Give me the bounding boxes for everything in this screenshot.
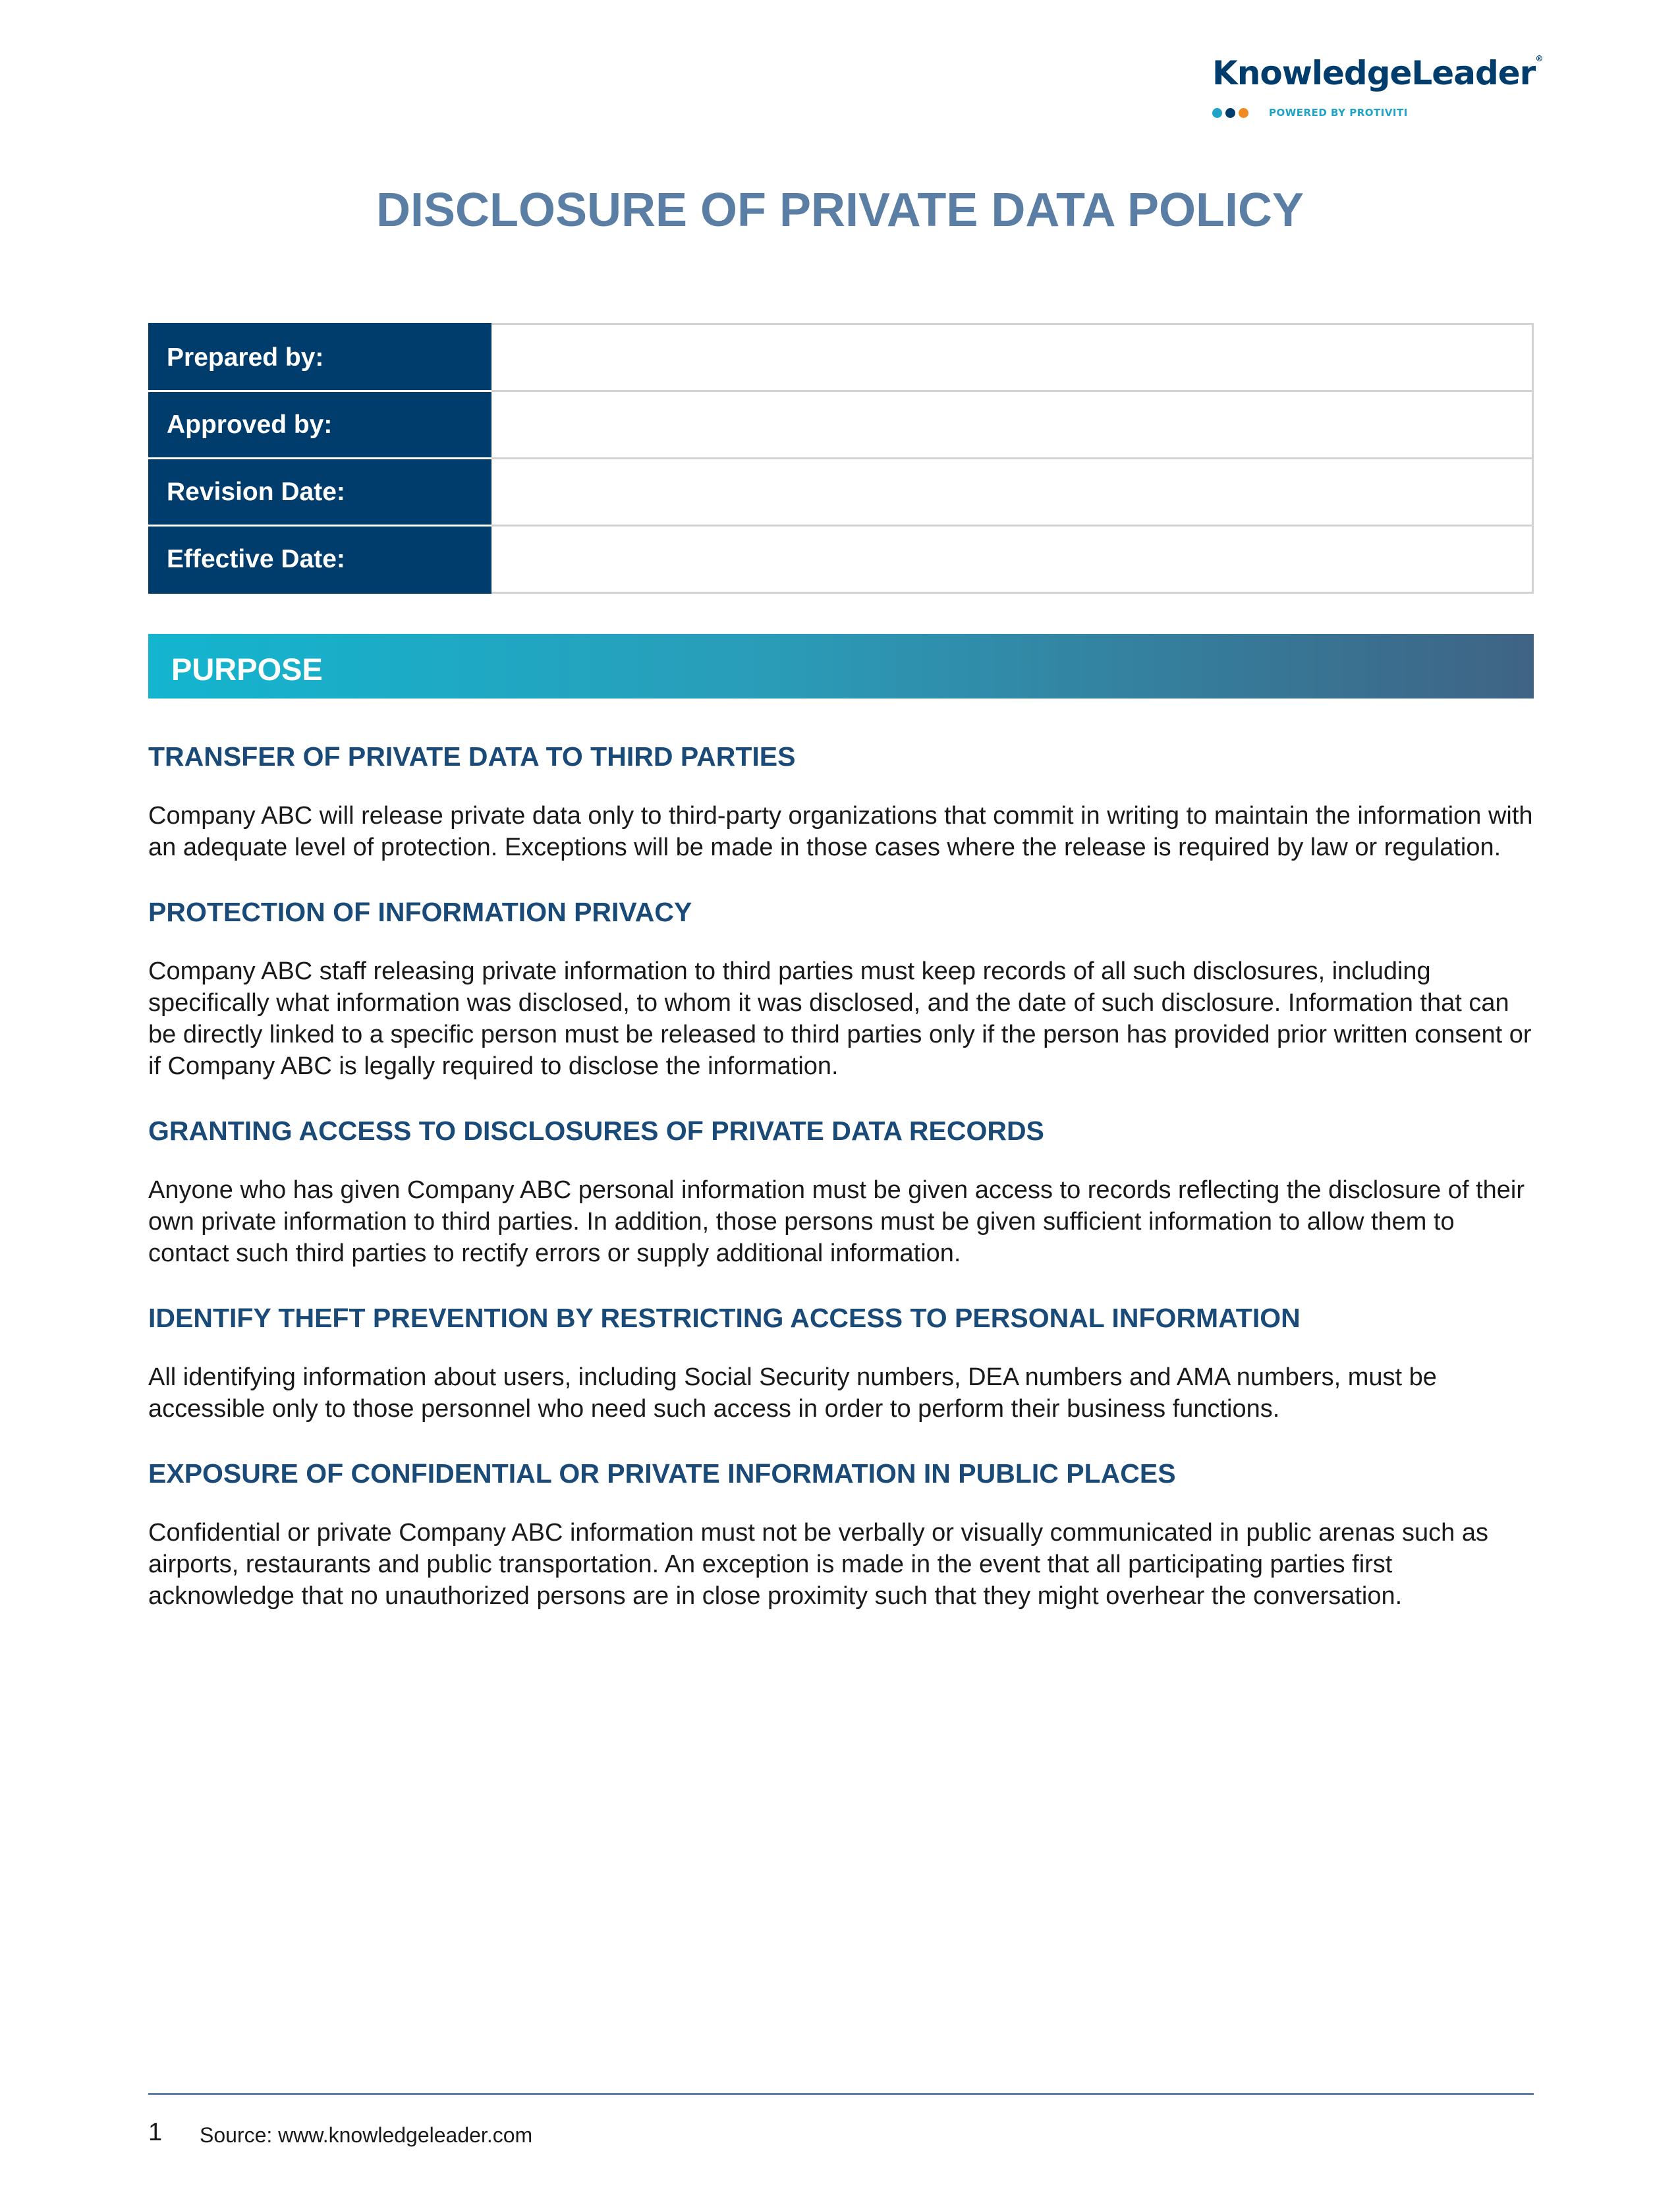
table-row bbox=[150, 391, 1533, 459]
effective-date-label: Effective Date: bbox=[150, 526, 491, 593]
section-heading: IDENTIFY THEFT PREVENTION BY RESTRICTING ACCESS TO PERSONAL INFORMATION bbox=[148, 1303, 1301, 1333]
page-number: 1 bbox=[148, 2119, 163, 2146]
section-body: All identifying information about users, including Social Security numbers, DEA numbers and AMA numbers, must be accessible only to those personnel who need such access in order to perform their business functions. bbox=[148, 1363, 1437, 1423]
revision-date-label: Revision Date: bbox=[150, 459, 491, 526]
purpose-heading: PURPOSE bbox=[171, 652, 323, 687]
prepared-by-label: Prepared by: bbox=[150, 324, 491, 391]
effective-date-field[interactable] bbox=[491, 526, 1533, 593]
knowledgeleader-logo bbox=[1212, 54, 1543, 127]
section-heading: TRANSFER OF PRIVATE DATA TO THIRD PARTIES bbox=[148, 741, 796, 772]
logo-tagline: POWERED BY PROTIVITI bbox=[1269, 107, 1408, 119]
logo-wordmark: KnowledgeLeader® bbox=[1212, 54, 1543, 92]
logo-dot-icon bbox=[1239, 108, 1248, 118]
section-body: Anyone who has given Company ABC personal information must be given access to records reflecting the disclosure of their own private information to third parties. In addition, those persons must be given sufficient information to allow them to contact such third parties to rectify errors or supply additional information. bbox=[148, 1176, 1525, 1267]
document-title: DISCLOSURE OF PRIVATE DATA POLICY bbox=[376, 184, 1304, 237]
table-row bbox=[150, 324, 1533, 391]
table-row bbox=[150, 459, 1533, 526]
approved-by-label: Approved by: bbox=[150, 391, 491, 459]
policy-content bbox=[148, 739, 1538, 1643]
prepared-by-field[interactable] bbox=[491, 324, 1533, 391]
section-heading: PROTECTION OF INFORMATION PRIVACY bbox=[148, 897, 692, 927]
approved-by-field[interactable] bbox=[491, 391, 1533, 459]
section-transfer bbox=[148, 739, 1538, 863]
section-exposure bbox=[148, 1456, 1538, 1612]
section-body: Company ABC staff releasing private information to third parties must keep records of all such disclosures, including specifically what information was disclosed, to whom it was disclosed, and the date of such disclosure. Information that can be directly linked to a specific person must be released to third parties only if the person has provided prior written consent or if Company ABC is legally required to disclose the information. bbox=[148, 957, 1532, 1080]
logo-dot-icon bbox=[1212, 108, 1222, 118]
registered-mark: ® bbox=[1535, 54, 1543, 63]
source-link[interactable]: Source: www.knowledgeleader.com bbox=[200, 2123, 533, 2147]
section-protection bbox=[148, 895, 1538, 1082]
section-body: Confidential or private Company ABC information must not be verbally or visually communicated in public arenas such as airports, restaurants and public transportation. An exception is made in the event that all participating parties first acknowledge that no unauthorized persons are in close proximity such that they might overhear the conversation. bbox=[148, 1519, 1488, 1610]
section-body: Company ABC will release private data only to third-party organizations that commit in writing to maintain the information with an adequate level of protection. Exceptions will be made in those cases where the release is required by law or regulation. bbox=[148, 802, 1533, 861]
logo-tagline-row bbox=[1212, 107, 1528, 119]
document-info-table bbox=[148, 323, 1534, 594]
section-heading: EXPOSURE OF CONFIDENTIAL OR PRIVATE INFORMATION IN PUBLIC PLACES bbox=[148, 1458, 1176, 1489]
section-identity-theft bbox=[148, 1301, 1538, 1425]
logo-dot-icon bbox=[1225, 108, 1235, 118]
section-heading: GRANTING ACCESS TO DISCLOSURES OF PRIVATE DATA RECORDS bbox=[148, 1116, 1044, 1146]
section-granting-access bbox=[148, 1114, 1538, 1269]
table-row bbox=[150, 526, 1533, 593]
footer-divider bbox=[148, 2093, 1534, 2095]
revision-date-field[interactable] bbox=[491, 459, 1533, 526]
purpose-banner bbox=[148, 634, 1534, 699]
